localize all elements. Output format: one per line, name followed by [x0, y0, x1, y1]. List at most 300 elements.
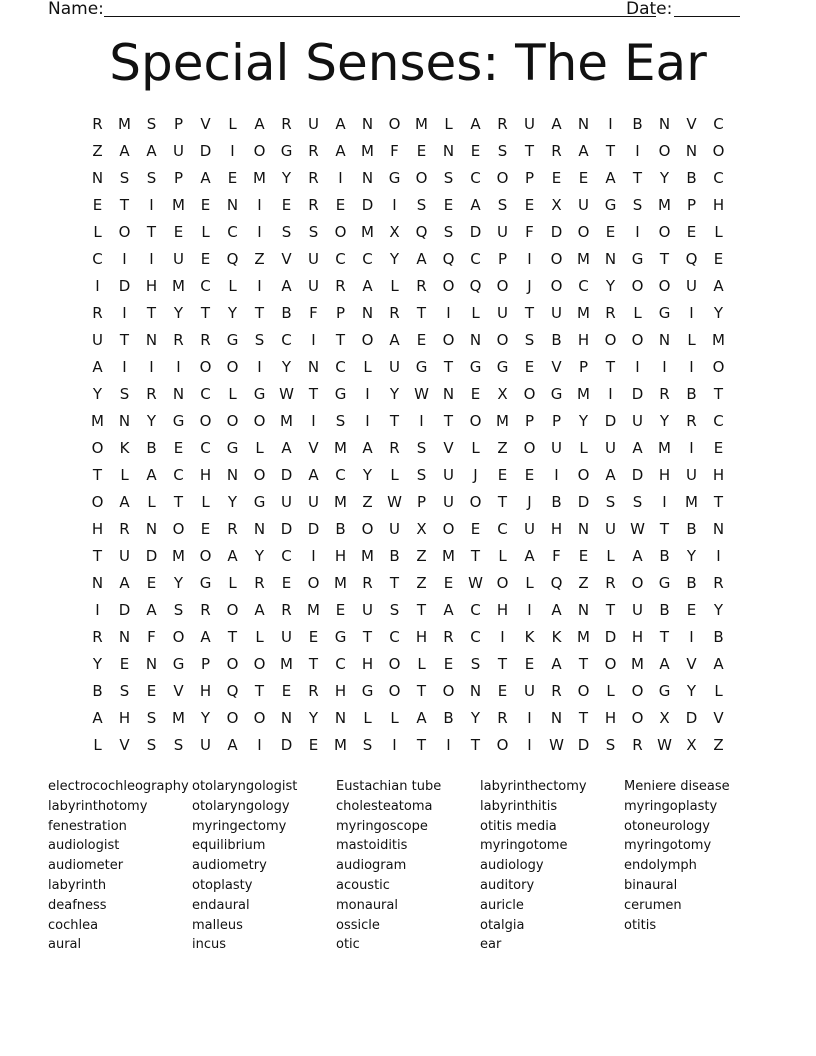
grid-letter[interactable]: X	[686, 736, 697, 754]
grid-letter[interactable]: P	[524, 412, 535, 430]
grid-letter[interactable]: I	[527, 250, 532, 268]
grid-letter[interactable]: T	[713, 493, 724, 511]
grid-letter[interactable]: I	[635, 142, 640, 160]
grid-letter[interactable]: Y	[173, 304, 184, 322]
grid-letter[interactable]: D	[145, 547, 158, 565]
grid-letter[interactable]: C	[362, 250, 373, 268]
grid-letter[interactable]: A	[551, 601, 562, 619]
grid-letter[interactable]: S	[119, 682, 130, 700]
grid-letter[interactable]: N	[361, 169, 374, 187]
grid-letter[interactable]: L	[120, 466, 129, 484]
grid-letter[interactable]: L	[714, 682, 723, 700]
grid-letter[interactable]: I	[338, 169, 343, 187]
grid-letter[interactable]: O	[388, 115, 401, 133]
grid-letter[interactable]: Q	[415, 223, 428, 241]
grid-letter[interactable]: R	[200, 601, 211, 619]
grid-letter[interactable]: C	[470, 169, 481, 187]
grid-letter[interactable]: U	[524, 682, 535, 700]
grid-letter[interactable]: L	[444, 115, 453, 133]
grid-letter[interactable]: O	[226, 358, 239, 376]
grid-letter[interactable]: N	[442, 142, 455, 160]
grid-letter[interactable]: N	[361, 115, 374, 133]
grid-letter[interactable]: A	[713, 655, 724, 673]
grid-letter[interactable]: T	[443, 412, 454, 430]
grid-letter[interactable]: O	[469, 412, 482, 430]
grid-letter[interactable]: M	[172, 547, 185, 565]
grid-letter[interactable]: G	[550, 385, 563, 403]
grid-letter[interactable]: R	[659, 385, 670, 403]
grid-letter[interactable]: U	[308, 493, 319, 511]
grid-letter[interactable]: E	[713, 439, 724, 457]
grid-letter[interactable]: E	[227, 169, 238, 187]
grid-letter[interactable]: A	[119, 493, 130, 511]
grid-letter[interactable]: R	[92, 304, 103, 322]
grid-letter[interactable]: I	[500, 628, 505, 646]
grid-letter[interactable]: D	[604, 628, 617, 646]
grid-letter[interactable]: N	[226, 466, 239, 484]
grid-letter[interactable]: E	[443, 655, 454, 673]
grid-letter[interactable]: H	[496, 601, 509, 619]
grid-letter[interactable]: A	[92, 709, 103, 727]
grid-letter[interactable]: U	[443, 466, 454, 484]
grid-letter[interactable]: C	[713, 169, 724, 187]
grid-letter[interactable]: S	[632, 196, 643, 214]
grid-letter[interactable]: A	[146, 142, 157, 160]
grid-letter[interactable]: U	[389, 358, 400, 376]
grid-letter[interactable]: H	[334, 547, 347, 565]
grid-letter[interactable]: N	[442, 385, 455, 403]
grid-letter[interactable]: U	[497, 223, 508, 241]
grid-letter[interactable]: L	[255, 439, 264, 457]
grid-letter[interactable]: M	[577, 250, 590, 268]
grid-letter[interactable]: L	[417, 655, 426, 673]
grid-letter[interactable]: V	[173, 682, 184, 700]
grid-letter[interactable]: H	[118, 709, 131, 727]
grid-letter[interactable]: C	[227, 223, 238, 241]
grid-letter[interactable]: M	[334, 493, 347, 511]
grid-letter[interactable]: O	[226, 601, 239, 619]
grid-letter[interactable]: U	[632, 412, 643, 430]
grid-letter[interactable]: E	[578, 169, 589, 187]
grid-letter[interactable]: D	[577, 736, 590, 754]
grid-letter[interactable]: R	[281, 115, 292, 133]
grid-letter[interactable]: V	[281, 250, 292, 268]
grid-letter[interactable]: L	[606, 547, 615, 565]
grid-letter[interactable]: E	[335, 601, 346, 619]
grid-letter[interactable]: C	[713, 115, 724, 133]
grid-letter[interactable]: M	[172, 277, 185, 295]
grid-letter[interactable]: G	[334, 628, 347, 646]
grid-letter[interactable]: V	[686, 655, 697, 673]
grid-letter[interactable]: I	[95, 277, 100, 295]
grid-letter[interactable]: P	[416, 493, 427, 511]
grid-letter[interactable]: G	[361, 682, 374, 700]
grid-letter[interactable]: C	[92, 250, 103, 268]
grid-letter[interactable]: A	[281, 439, 292, 457]
grid-letter[interactable]: D	[361, 196, 374, 214]
grid-letter[interactable]: Z	[416, 574, 427, 592]
grid-letter[interactable]: L	[93, 736, 102, 754]
grid-letter[interactable]: E	[605, 223, 616, 241]
grid-letter[interactable]: V	[686, 115, 697, 133]
grid-letter[interactable]: R	[308, 142, 319, 160]
grid-letter[interactable]: G	[199, 574, 212, 592]
grid-letter[interactable]: S	[497, 142, 508, 160]
grid-letter[interactable]: B	[146, 439, 157, 457]
grid-letter[interactable]: W	[279, 385, 294, 403]
grid-letter[interactable]: K	[524, 628, 535, 646]
grid-letter[interactable]: A	[416, 709, 427, 727]
grid-letter[interactable]: N	[145, 520, 158, 538]
grid-letter[interactable]: P	[173, 115, 184, 133]
grid-letter[interactable]: O	[226, 655, 239, 673]
grid-letter[interactable]: C	[281, 547, 292, 565]
grid-letter[interactable]: P	[173, 169, 184, 187]
grid-letter[interactable]: U	[119, 547, 130, 565]
grid-letter[interactable]: T	[659, 520, 670, 538]
grid-letter[interactable]: R	[362, 574, 373, 592]
grid-letter[interactable]: I	[149, 358, 154, 376]
grid-letter[interactable]: S	[497, 196, 508, 214]
grid-letter[interactable]: E	[92, 196, 103, 214]
grid-letter[interactable]: Q	[469, 277, 482, 295]
grid-letter[interactable]: E	[416, 142, 427, 160]
grid-letter[interactable]: R	[551, 142, 562, 160]
grid-letter[interactable]: S	[443, 169, 454, 187]
grid-letter[interactable]: O	[496, 277, 509, 295]
grid-letter[interactable]: S	[254, 331, 265, 349]
grid-letter[interactable]: I	[554, 466, 559, 484]
grid-letter[interactable]: R	[632, 736, 643, 754]
grid-letter[interactable]: R	[254, 574, 265, 592]
grid-letter[interactable]: H	[604, 709, 617, 727]
grid-letter[interactable]: O	[334, 223, 347, 241]
grid-letter[interactable]: A	[362, 439, 373, 457]
grid-letter[interactable]: O	[199, 547, 212, 565]
grid-letter[interactable]: G	[658, 574, 671, 592]
grid-letter[interactable]: T	[632, 169, 643, 187]
grid-letter[interactable]: O	[658, 223, 671, 241]
grid-letter[interactable]: D	[307, 520, 320, 538]
grid-letter[interactable]: H	[334, 682, 347, 700]
grid-letter[interactable]: O	[631, 709, 644, 727]
grid-letter[interactable]: U	[686, 277, 697, 295]
grid-letter[interactable]: B	[389, 547, 400, 565]
grid-letter[interactable]: R	[416, 277, 427, 295]
grid-letter[interactable]: A	[632, 439, 643, 457]
grid-letter[interactable]: M	[172, 196, 185, 214]
grid-letter[interactable]: L	[201, 493, 210, 511]
grid-letter[interactable]: R	[551, 682, 562, 700]
grid-letter[interactable]: L	[363, 358, 372, 376]
grid-letter[interactable]: L	[228, 574, 237, 592]
grid-letter[interactable]: E	[200, 250, 211, 268]
grid-letter[interactable]: I	[446, 736, 451, 754]
grid-letter[interactable]: U	[308, 277, 319, 295]
grid-letter[interactable]: G	[469, 358, 482, 376]
grid-letter[interactable]: O	[577, 223, 590, 241]
grid-letter[interactable]: U	[605, 439, 616, 457]
grid-letter[interactable]: T	[254, 304, 265, 322]
grid-letter[interactable]: S	[443, 223, 454, 241]
grid-letter[interactable]: A	[443, 601, 454, 619]
grid-letter[interactable]: C	[578, 277, 589, 295]
grid-letter[interactable]: O	[442, 682, 455, 700]
grid-letter[interactable]: G	[280, 142, 293, 160]
grid-letter[interactable]: O	[253, 655, 266, 673]
grid-letter[interactable]: E	[470, 142, 481, 160]
grid-letter[interactable]: N	[469, 682, 482, 700]
grid-letter[interactable]: A	[281, 277, 292, 295]
grid-letter[interactable]: M	[442, 547, 455, 565]
grid-letter[interactable]: A	[470, 115, 481, 133]
grid-letter[interactable]: H	[658, 466, 671, 484]
grid-letter[interactable]: X	[497, 385, 508, 403]
grid-letter[interactable]: U	[686, 466, 697, 484]
grid-letter[interactable]: Q	[226, 682, 239, 700]
grid-letter[interactable]: E	[686, 601, 697, 619]
grid-letter[interactable]: O	[550, 277, 563, 295]
grid-letter[interactable]: S	[389, 601, 400, 619]
grid-letter[interactable]: M	[91, 412, 104, 430]
grid-letter[interactable]: A	[551, 115, 562, 133]
grid-letter[interactable]: C	[281, 331, 292, 349]
grid-letter[interactable]: S	[416, 196, 427, 214]
grid-letter[interactable]: A	[659, 655, 670, 673]
grid-letter[interactable]: O	[496, 169, 509, 187]
grid-letter[interactable]: A	[254, 601, 265, 619]
grid-letter[interactable]: I	[149, 250, 154, 268]
grid-letter[interactable]: E	[497, 466, 508, 484]
grid-letter[interactable]: A	[632, 547, 643, 565]
grid-letter[interactable]: C	[713, 412, 724, 430]
grid-letter[interactable]: T	[443, 358, 454, 376]
grid-letter[interactable]: D	[118, 601, 131, 619]
grid-letter[interactable]: E	[686, 223, 697, 241]
grid-letter[interactable]: X	[389, 223, 400, 241]
grid-letter[interactable]: E	[470, 385, 481, 403]
grid-letter[interactable]: Y	[146, 412, 157, 430]
grid-letter[interactable]: Z	[578, 574, 589, 592]
grid-letter[interactable]: C	[470, 601, 481, 619]
grid-letter[interactable]: O	[253, 412, 266, 430]
grid-letter[interactable]: O	[577, 466, 590, 484]
grid-letter[interactable]: S	[632, 493, 643, 511]
grid-letter[interactable]: C	[335, 358, 346, 376]
grid-letter[interactable]: C	[497, 520, 508, 538]
grid-letter[interactable]: M	[280, 655, 293, 673]
grid-letter[interactable]: D	[604, 412, 617, 430]
grid-letter[interactable]: R	[497, 709, 508, 727]
grid-letter[interactable]: L	[687, 331, 696, 349]
grid-letter[interactable]: Y	[713, 304, 724, 322]
grid-letter[interactable]: E	[443, 574, 454, 592]
grid-letter[interactable]: N	[91, 169, 104, 187]
grid-letter[interactable]: E	[578, 547, 589, 565]
grid-letter[interactable]: U	[92, 331, 103, 349]
grid-letter[interactable]: H	[550, 520, 563, 538]
grid-letter[interactable]: E	[524, 196, 535, 214]
grid-letter[interactable]: Y	[281, 358, 292, 376]
grid-letter[interactable]: I	[311, 331, 316, 349]
grid-letter[interactable]: W	[468, 574, 483, 592]
grid-letter[interactable]: T	[659, 628, 670, 646]
grid-letter[interactable]: Y	[389, 250, 400, 268]
grid-letter[interactable]: Y	[173, 574, 184, 592]
grid-letter[interactable]: N	[658, 115, 671, 133]
grid-letter[interactable]: O	[91, 493, 104, 511]
grid-letter[interactable]: K	[119, 439, 130, 457]
grid-letter[interactable]: I	[689, 358, 694, 376]
grid-letter[interactable]: N	[577, 115, 590, 133]
grid-letter[interactable]: T	[146, 223, 157, 241]
grid-letter[interactable]: M	[172, 709, 185, 727]
grid-letter[interactable]: U	[632, 601, 643, 619]
grid-letter[interactable]: O	[496, 574, 509, 592]
grid-letter[interactable]: L	[228, 115, 237, 133]
grid-letter[interactable]: E	[200, 520, 211, 538]
grid-letter[interactable]: Y	[254, 547, 265, 565]
grid-letter[interactable]: T	[497, 493, 508, 511]
grid-letter[interactable]: N	[550, 709, 563, 727]
grid-letter[interactable]: I	[149, 196, 154, 214]
grid-letter[interactable]: A	[119, 574, 130, 592]
grid-letter[interactable]: T	[416, 601, 427, 619]
grid-letter[interactable]: T	[389, 412, 400, 430]
grid-letter[interactable]: R	[389, 304, 400, 322]
grid-letter[interactable]: O	[631, 682, 644, 700]
grid-letter[interactable]: P	[551, 412, 562, 430]
grid-letter[interactable]: M	[307, 601, 320, 619]
grid-letter[interactable]: N	[145, 655, 158, 673]
grid-letter[interactable]: N	[280, 709, 293, 727]
grid-letter[interactable]: A	[92, 358, 103, 376]
grid-letter[interactable]: O	[226, 709, 239, 727]
grid-letter[interactable]: M	[415, 115, 428, 133]
grid-letter[interactable]: N	[145, 331, 158, 349]
grid-letter[interactable]: D	[199, 142, 212, 160]
grid-letter[interactable]: A	[605, 169, 616, 187]
grid-letter[interactable]: I	[419, 412, 424, 430]
grid-letter[interactable]: I	[176, 358, 181, 376]
grid-letter[interactable]: O	[631, 574, 644, 592]
grid-letter[interactable]: C	[200, 385, 211, 403]
grid-letter[interactable]: S	[335, 412, 346, 430]
grid-letter[interactable]: E	[443, 196, 454, 214]
grid-letter[interactable]: J	[473, 466, 478, 484]
grid-letter[interactable]: B	[551, 493, 562, 511]
grid-letter[interactable]: M	[361, 223, 374, 241]
grid-letter[interactable]: L	[633, 304, 642, 322]
grid-letter[interactable]: N	[253, 520, 266, 538]
grid-letter[interactable]: T	[416, 736, 427, 754]
grid-letter[interactable]: T	[416, 682, 427, 700]
grid-letter[interactable]: N	[118, 628, 131, 646]
grid-letter[interactable]: U	[200, 736, 211, 754]
grid-letter[interactable]: I	[527, 601, 532, 619]
grid-letter[interactable]: R	[173, 331, 184, 349]
grid-letter[interactable]: M	[118, 115, 131, 133]
grid-letter[interactable]: T	[308, 385, 319, 403]
grid-letter[interactable]: G	[658, 304, 671, 322]
grid-letter[interactable]: P	[497, 250, 508, 268]
grid-letter[interactable]: I	[257, 223, 262, 241]
grid-letter[interactable]: E	[470, 520, 481, 538]
grid-letter[interactable]: U	[173, 142, 184, 160]
grid-letter[interactable]: H	[712, 196, 725, 214]
grid-letter[interactable]: Y	[362, 466, 373, 484]
grid-letter[interactable]: G	[658, 682, 671, 700]
grid-letter[interactable]: A	[470, 196, 481, 214]
grid-letter[interactable]: T	[713, 385, 724, 403]
grid-letter[interactable]: J	[527, 493, 532, 511]
grid-letter[interactable]: Y	[713, 601, 724, 619]
grid-letter[interactable]: T	[200, 304, 211, 322]
grid-letter[interactable]: S	[146, 169, 157, 187]
grid-letter[interactable]: U	[443, 493, 454, 511]
grid-letter[interactable]: O	[388, 655, 401, 673]
grid-letter[interactable]: I	[122, 304, 127, 322]
grid-letter[interactable]: Y	[200, 709, 211, 727]
grid-letter[interactable]: I	[635, 223, 640, 241]
grid-letter[interactable]: H	[91, 520, 104, 538]
grid-letter[interactable]: O	[631, 277, 644, 295]
grid-letter[interactable]: T	[524, 142, 535, 160]
grid-letter[interactable]: A	[200, 169, 211, 187]
grid-letter[interactable]: T	[335, 331, 346, 349]
grid-letter[interactable]: B	[281, 304, 292, 322]
grid-letter[interactable]: D	[631, 385, 644, 403]
grid-letter[interactable]: C	[200, 277, 211, 295]
grid-letter[interactable]: I	[689, 628, 694, 646]
grid-letter[interactable]: U	[551, 304, 562, 322]
grid-letter[interactable]: M	[685, 493, 698, 511]
grid-letter[interactable]: C	[335, 466, 346, 484]
grid-letter[interactable]: U	[389, 520, 400, 538]
grid-letter[interactable]: Y	[578, 412, 589, 430]
grid-letter[interactable]: I	[95, 601, 100, 619]
grid-letter[interactable]: W	[630, 520, 645, 538]
grid-letter[interactable]: U	[524, 520, 535, 538]
grid-letter[interactable]: X	[551, 196, 562, 214]
grid-letter[interactable]: E	[308, 628, 319, 646]
grid-letter[interactable]: I	[662, 358, 667, 376]
grid-letter[interactable]: Q	[226, 250, 239, 268]
grid-letter[interactable]: S	[416, 439, 427, 457]
grid-letter[interactable]: Z	[362, 493, 373, 511]
grid-letter[interactable]: T	[173, 493, 184, 511]
grid-letter[interactable]: Z	[254, 250, 265, 268]
grid-letter[interactable]: S	[362, 736, 373, 754]
grid-letter[interactable]: A	[335, 115, 346, 133]
grid-letter[interactable]: B	[551, 331, 562, 349]
grid-letter[interactable]: Y	[227, 304, 238, 322]
grid-letter[interactable]: W	[549, 736, 564, 754]
grid-letter[interactable]: O	[361, 520, 374, 538]
grid-letter[interactable]: C	[470, 250, 481, 268]
grid-letter[interactable]: L	[390, 709, 399, 727]
grid-letter[interactable]: E	[146, 682, 157, 700]
grid-letter[interactable]: T	[497, 655, 508, 673]
grid-letter[interactable]: L	[147, 493, 156, 511]
grid-letter[interactable]: A	[227, 547, 238, 565]
grid-letter[interactable]: R	[200, 331, 211, 349]
grid-letter[interactable]: E	[146, 574, 157, 592]
grid-letter[interactable]: B	[686, 169, 697, 187]
grid-letter[interactable]: N	[307, 358, 320, 376]
grid-letter[interactable]: E	[173, 223, 184, 241]
grid-letter[interactable]: E	[200, 196, 211, 214]
